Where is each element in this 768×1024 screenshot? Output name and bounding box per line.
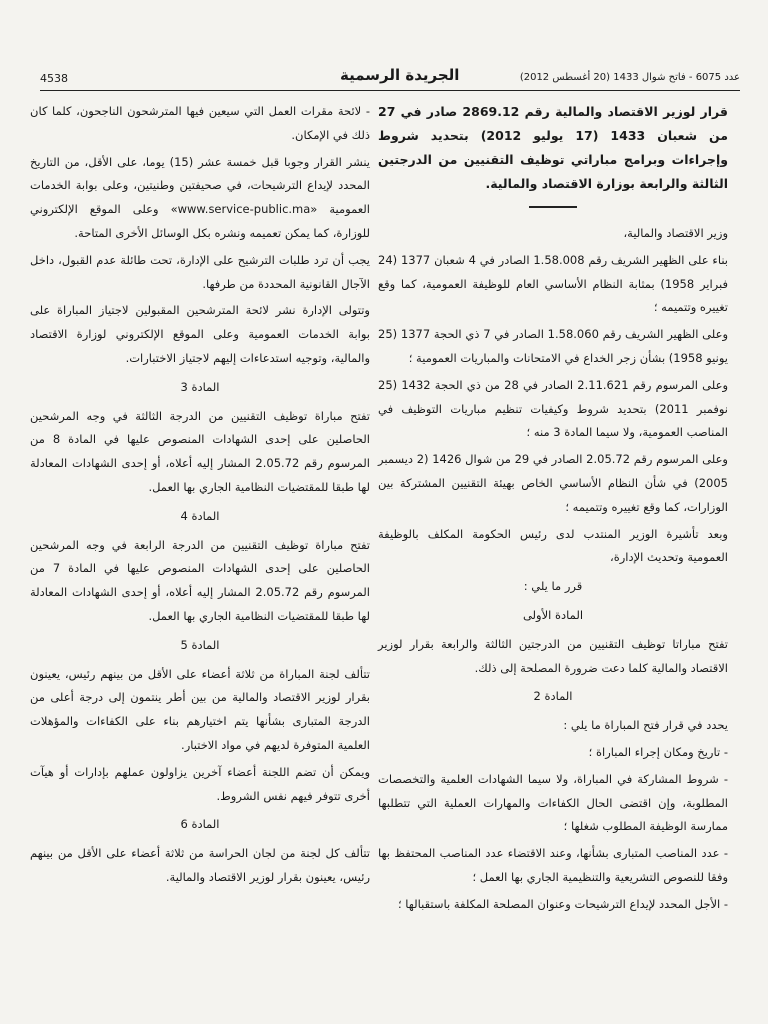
paragraph: يجب أن ترد طلبات الترشيح على الإدارة، تحت طائلة عدم القبول، داخل الآجال القانونية المحددة من طرفها. <box>30 252 370 291</box>
paragraph: ينشر القرار وجوبا قبل خمسة عشر (15) يوما، على الأقل، من التاريخ المحدد لإيداع الترشيحات، في صحيفتين وطنيتين، وعلى بوابة الخدمات العمومية «www.service-public.ma» وعلى الموقع الإلكتروني للوزارة، كما يمكن تعميمه ونشره بكل الوسائل الأخرى المتاحة. <box>30 154 371 240</box>
paragraph: وعلى المرسوم رقم 2.11.621 الصادر في 28 من ذي الحجة 1432 (25 نوفمبر 2011) بتحديد شروط وكيفيات تنظيم مباريات التوظيف في المناصب العمومية، ولا سيما المادة 3 منه ؛ <box>378 377 728 440</box>
paragraph: وتتولى الإدارة نشر لائحة المترشحين المقبولين لاجتياز المباراة على بوابة الخدمات العمومية وعلى الموقع الإلكتروني لوزارة الاقتصاد والمالية، وتوجيه استدعاءات إليهم لاجتياز الاختبارات. <box>30 303 370 365</box>
article-4-text: تفتح مباراة توظيف التقنيين من الدرجة الرابعة في وجه المرشحين الحاصلين على إحدى الشهادات المنصوص عليها في المادة 7 من المرسوم رقم 2.05.72 المشار إليه أعلاه، أو إحدى الشهادات المعادلة لها طبقا للمقتضيات النظامية الجاري بها العمل. <box>30 537 370 623</box>
journal-title: الجريدة الرسمية <box>340 66 460 84</box>
left-column <box>30 100 370 893</box>
page-number: 4538 <box>40 72 68 85</box>
article-1-heading: المادة الأولى <box>522 607 584 622</box>
article-2-intro: يحدد في قرار فتح المباراة ما يلي : <box>563 718 728 733</box>
paragraph: وعلى الظهير الشريف رقم 1.58.060 الصادر في 7 ذي الحجة 1377 (25 يونيو 1958) بشأن زجر الخداع في الامتحانات والمباريات العمومية ؛ <box>378 327 728 365</box>
paragraph: - لائحة مقرات العمل التي سيعين فيها المترشحون الناجحون، كلما كان ذلك في الإمكان. <box>30 104 370 142</box>
decree-title: قرار لوزير الاقتصاد والمالية رقم 2869.12 صادر في 27 من شعبان 1433 (17 يوليو 2012) بتحديد شروط وإجراءات وبرامج مباراتي توظيف التقنيين من الدرجتين الثالثة والرابعة بوزارة الاقتصاد والمالية. <box>378 104 728 191</box>
article-2-item: - تاريخ ومكان إجراء المباراة ؛ <box>588 744 728 759</box>
article-2-heading: المادة 2 <box>533 689 573 704</box>
paragraph: وزير الاقتصاد والمالية، <box>623 226 728 240</box>
article-5-text: ويمكن أن تضم اللجنة أعضاء آخرين يزاولون عملهم بإدارات أو هيآت أخرى تتوفر فيهم نفس الشروط. <box>30 764 370 803</box>
article-6-heading: المادة 6 <box>180 817 220 832</box>
article-3-text: تفتح مباراة توظيف التقنيين من الدرجة الثالثة في وجه المرشحين الحاصلين على إحدى الشهادات المنصوص عليها في المادة 8 من المرسوم رقم 2.05.72 المشار إليه أعلاه، أو إحدى الشهادات المعادلة لها طبقا للمقتضيات النظامية الجاري بها العمل. <box>30 408 370 494</box>
article-5-text: تتألف لجنة المباراة من ثلاثة أعضاء على الأقل من بينهم رئيس، يعينون بقرار لوزير الاقتصاد والمالية من بين أطر ينتمون إلى درجة أعلى من الدرجة المتبارى بشأنها يتم اختيارهم بناء على الكفاءات والمؤهلات العلمية المتوفرة لديهم في مواد الاختبار. <box>30 666 370 752</box>
paragraph: بناء على الظهير الشريف رقم 1.58.008 الصادر في 4 شعبان 1377 (24 فبراير 1958) بمثابة النظام الأساسي العام للوظيفة العمومية، كما وقع تغييره وتتميمه ؛ <box>378 252 728 315</box>
paragraph: وعلى المرسوم رقم 2.05.72 الصادر في 29 من شوال 1426 (2 ديسمبر 2005) في شأن النظام الأساسي الخاص بهيئة التقنيين المشتركة بين الوزارات، كما وقع تغييره وتتميمه ؛ <box>378 452 728 514</box>
page-header <box>40 64 740 91</box>
right-column <box>378 100 728 920</box>
paragraph: وبعد تأشيرة الوزير المنتدب لدى رئيس الحكومة المكلف بالوظيفة العمومية وتحديث الإدارة، <box>378 526 728 565</box>
article-2-item: - الأجل المحدد لإيداع الترشيحات وعنوان المصلحة المكلفة باستقبالها ؛ <box>397 896 728 911</box>
article-1-text: تفتح مباراتا توظيف التقنيين من الدرجتين الثالثة والرابعة بقرار لوزير الاقتصاد والمالية كلما دعت ضرورة المصلحة إلى ذلك. <box>378 636 728 675</box>
issue-info: عدد 6075 - فاتح شوال 1433 (20 أغسطس 2012) <box>519 72 740 83</box>
article-2-item: - شروط المشاركة في المباراة، ولا سيما الشهادات العلمية والتخصصات المطلوبة، وإن اقتضى الحال الكفاءات والمهارات العملية التي تتطلبها ممارسة الوظيفة المطلوب شغلها ؛ <box>378 771 728 834</box>
title-separator <box>529 206 577 208</box>
article-6-text: تتألف كل لجنة من لجان الحراسة من ثلاثة أعضاء على الأقل من بينهم رئيس، يعينون بقرار لوزير الاقتصاد والمالية. <box>30 846 370 884</box>
article-5-heading: المادة 5 <box>180 637 220 652</box>
paragraph: قرر ما يلي : <box>523 579 583 594</box>
article-3-heading: المادة 3 <box>180 379 220 394</box>
article-2-item: - عدد المناصب المتبارى بشأنها، وعند الاقتضاء عدد المناصب المحتفظ بها وفقا للنصوص التشريعية والتنظيمية الجاري بها العمل ؛ <box>378 846 728 884</box>
article-4-heading: المادة 4 <box>180 508 220 523</box>
